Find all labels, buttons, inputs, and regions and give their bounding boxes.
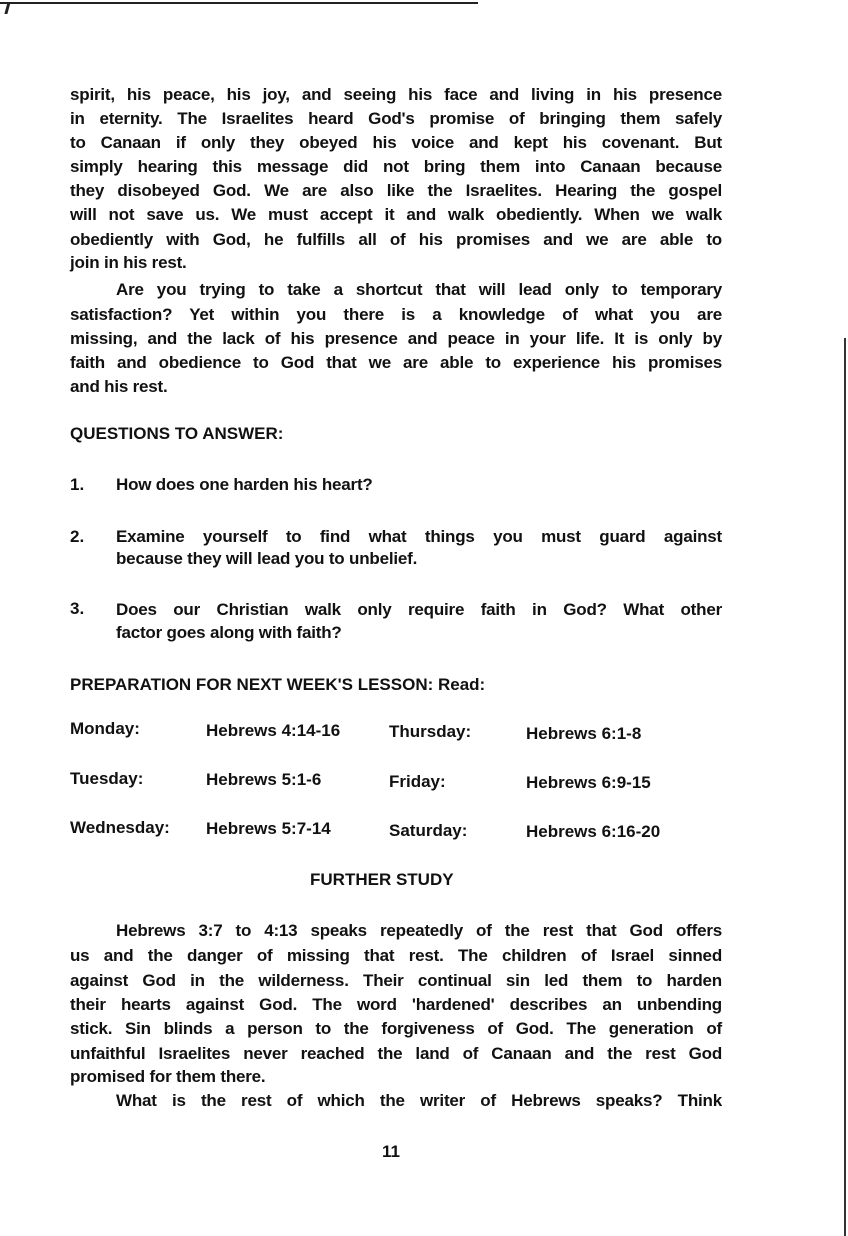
top-rule (0, 2, 478, 4)
text-line: missing, and the lack of his presence and peace in your life. It is only by (70, 329, 722, 348)
reading-reference: Hebrews 6:16-20 (526, 822, 661, 841)
text-line: in eternity. The Israelites heard God's promise of bringing them safely (70, 109, 722, 128)
question-number: 1. (70, 475, 85, 494)
text-line: Are you trying to take a shortcut that will lead only to temporary (116, 280, 722, 299)
text-line: and his rest. (70, 377, 168, 396)
reading-reference: Hebrews 5:7-14 (206, 819, 331, 838)
text-line: to Canaan if only they obeyed his voice and kept his covenant. But (70, 133, 722, 152)
question-text: factor goes along with faith? (116, 623, 342, 642)
question-text: How does one harden his heart? (116, 475, 373, 494)
text-line: spirit, his peace, his joy, and seeing his face and living in his presence (70, 85, 722, 104)
text-line: unfaithful Israelites never reached the land of Canaan and the rest God (70, 1044, 722, 1063)
text-line: us and the danger of missing that rest. The children of Israel sinned (70, 946, 722, 965)
reading-reference: Hebrews 5:1-6 (206, 770, 322, 789)
text-line: their hearts against God. The word 'hardened' describes an unbending (70, 995, 722, 1014)
reading-day: Friday: (389, 772, 446, 791)
reading-day: Thursday: (389, 722, 472, 741)
reading-reference: Hebrews 6:9-15 (526, 773, 651, 792)
question-text: Examine yourself to find what things you must guard against (116, 527, 722, 546)
text-line: Hebrews 3:7 to 4:13 speaks repeatedly of the rest that God offers (116, 921, 722, 940)
reading-reference: Hebrews 6:1-8 (526, 724, 642, 743)
page-number: 11 (382, 1142, 400, 1161)
reading-day: Wednesday: (70, 818, 170, 837)
reading-day: Monday: (70, 719, 140, 738)
text-line: simply hearing this message did not bring them into Canaan because (70, 157, 722, 176)
text-line: satisfaction? Yet within you there is a knowledge of what you are (70, 305, 722, 324)
text-line: obediently with God, he fulfills all of his promises and we are able to (70, 230, 722, 249)
reading-day: Saturday: (389, 821, 468, 840)
further-study-heading: FURTHER STUDY (310, 870, 454, 889)
question-text: Does our Christian walk only require faith in God? What other (116, 600, 722, 619)
reading-day: Tuesday: (70, 769, 144, 788)
text-line: What is the rest of which the writer of Hebrews speaks? Think (116, 1091, 722, 1110)
text-line: join in his rest. (70, 253, 187, 272)
text-line: they disobeyed God. We are also like the Israelites. Hearing the gospel (70, 181, 722, 200)
question-number: 3. (70, 599, 85, 618)
text-line: will not save us. We must accept it and walk obediently. When we walk (70, 205, 722, 224)
text-line: stick. Sin blinds a person to the forgiveness of God. The generation of (70, 1019, 722, 1038)
right-edge-rule (844, 338, 846, 1236)
question-text: because they will lead you to unbelief. (116, 549, 418, 568)
questions-heading: QUESTIONS TO ANSWER: (70, 424, 284, 443)
text-line: against God in the wilderness. Their continual sin led them to harden (70, 971, 722, 990)
text-line: faith and obedience to God that we are able to experience his promises (70, 353, 722, 372)
reading-reference: Hebrews 4:14-16 (206, 721, 341, 740)
question-number: 2. (70, 527, 85, 546)
preparation-heading: PREPARATION FOR NEXT WEEK'S LESSON: Read: (70, 675, 486, 694)
text-line: promised for them there. (70, 1067, 266, 1086)
